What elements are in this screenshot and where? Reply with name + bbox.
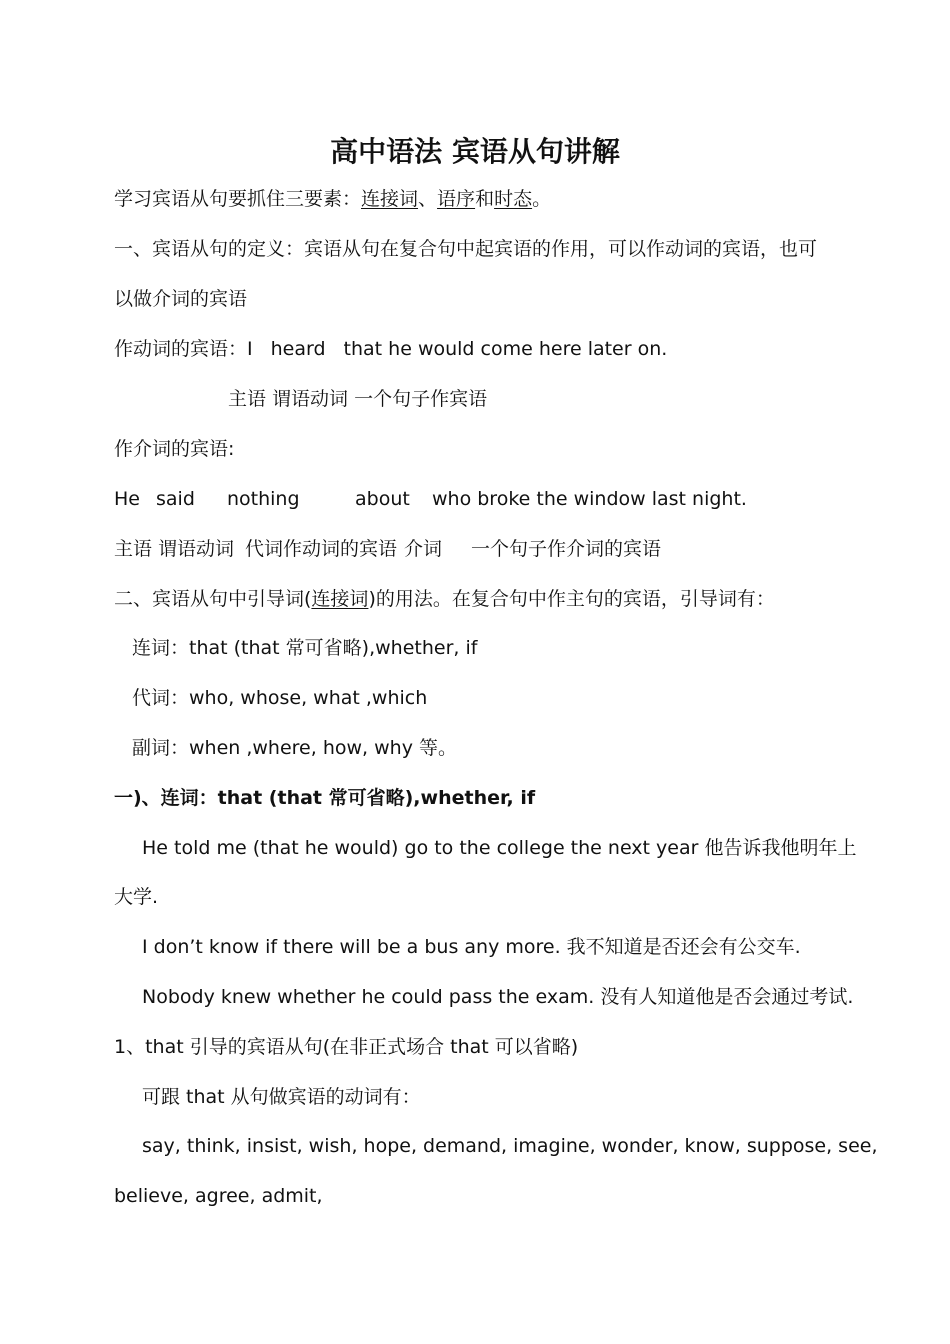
section2-heading-prefix: 二、宾语从句中引导词( [114,588,312,610]
example2-line: I don’t know if there will be a bus any more. 我不知道是否还会有公交车. [142,936,801,958]
example1-line-2: 大学. [114,886,159,908]
section2-heading-term: 连接词 [311,588,369,610]
prep-role-clause: 一个句子作介词的宾语 [471,538,662,560]
adverbs-line: 副词：when ,where, how, why 等。 [132,737,457,759]
definition-line-1: 一、宾语从句的定义：宾语从句在复合句中起宾语的作用，可以作动词的宾语，也可 [114,238,818,260]
prep-object-label: 作介词的宾语: [114,438,235,460]
intro-line [114,186,551,212]
prep-role-pronoun-object: 代词作动词的宾语 [245,538,398,560]
example-word-clause: that he would come here later on. [343,338,668,360]
intro-prefix: 学习宾语从句要抓住三要素： [114,188,362,210]
prep-role-subject: 主语 [114,538,153,560]
section2-heading-suffix: )的用法。在复合句中作主句的宾语，引导词有： [368,588,775,610]
pronouns-line: 代词：who, whose, what ,which [132,687,428,709]
point1-verbs-line-1: say, think, insist, wish, hope, demand, imagine, wonder, know, suppose, see, [142,1135,878,1157]
definition-line-2: 以做介词的宾语 [114,288,248,310]
example-word-subject: I [247,338,253,360]
section2-heading [114,586,775,612]
page-title: 高中语法 宾语从句讲解 [330,135,620,168]
intro-term-connective: 连接词 [361,188,419,210]
intro-term-word-order: 语序 [437,188,476,210]
verb-object-label: 作动词的宾语： [114,338,248,360]
example-word-verb: heard [270,338,326,360]
conjunctions-line: 连词：that (that 常可省略),whether, if [132,637,478,659]
intro-end: 。 [532,188,552,210]
intro-conjunction: 和 [475,188,495,210]
prep-role-preposition: 介词 [404,538,443,560]
example1-line-1: He told me (that he would) go to the college the next year 他告诉我他明年上 [142,837,857,859]
prep-role-verb: 谓语动词 [158,538,235,560]
prep-word-he: He [114,488,140,510]
prep-word-said: said [156,488,195,510]
intro-separator: 、 [418,188,438,210]
point1-verbs-label: 可跟 that 从句做宾语的动词有： [142,1086,421,1108]
example3-line: Nobody knew whether he could pass the exam. 没有人知道他是否会通过考试. [142,986,854,1008]
prep-word-about: about [355,488,410,510]
intro-term-tense: 时态 [494,188,533,210]
point1-verbs-line-2: believe, agree, admit, [114,1185,323,1207]
point1-heading: 1、that 引导的宾语从句(在非正式场合 that 可以省略) [114,1036,579,1058]
prep-word-clause: who broke the window last night. [432,488,747,510]
prep-word-nothing: nothing [227,488,300,510]
verb-example-roles: 主语 谓语动词 一个句子作宾语 [228,388,488,410]
verb-object-example [114,336,667,362]
subsection1-heading: 一)、连词：that (that 常可省略),whether, if [114,787,536,809]
